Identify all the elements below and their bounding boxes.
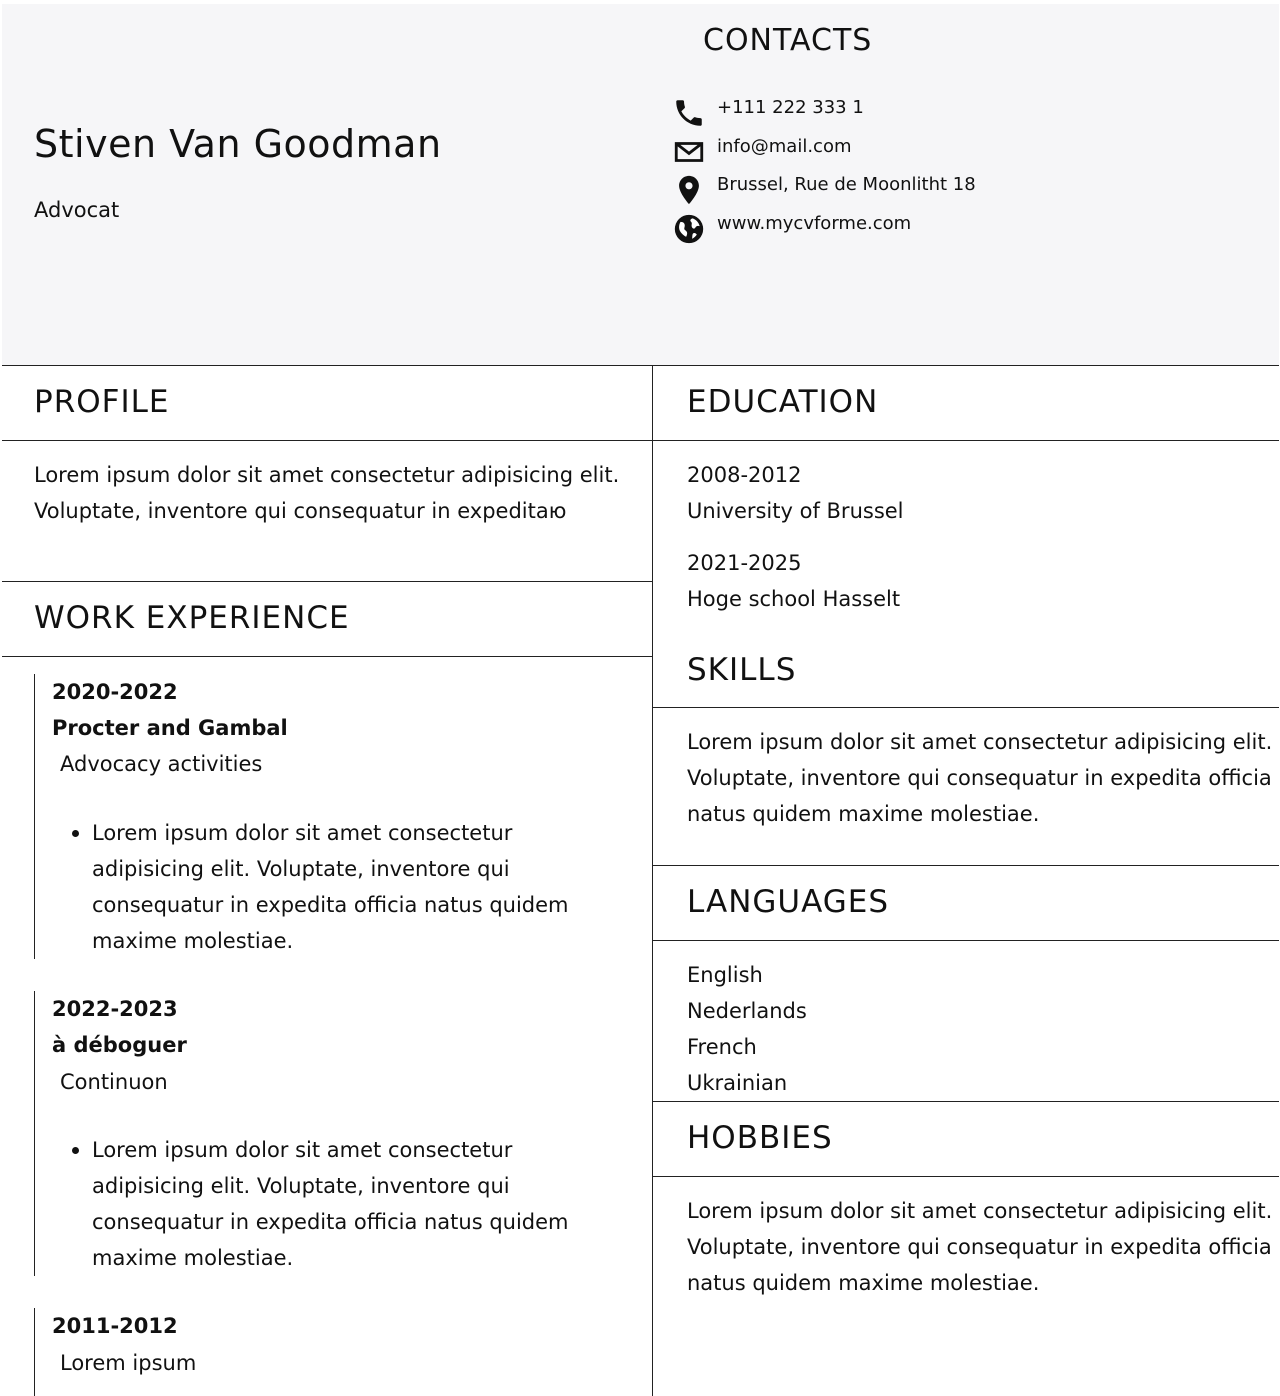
languages-heading: LANGUAGES [687,884,890,920]
job-entry [34,991,625,1276]
language-item: French [687,1035,757,1059]
job-company: Procter and Gambal [52,716,288,740]
cv-header [2,4,1279,366]
contact-phone[interactable] [672,96,1092,130]
contact-email[interactable] [672,135,1092,169]
divider [2,656,653,657]
contacts-heading: CONTACTS [703,23,873,58]
job-title: Lorem ipsum [60,1351,197,1375]
job-description [92,815,622,959]
person-name: Stiven Van Goodman [34,122,442,166]
education-school: Hoge school Hasselt [687,587,901,611]
cv-page [2,4,1279,1396]
divider [2,581,653,582]
divider [653,865,1279,866]
bullet-dot [72,830,79,837]
job-date: 2022-2023 [52,997,178,1021]
divider [653,707,1279,708]
profile-heading: PROFILE [34,384,170,420]
divider [653,1101,1279,1102]
education-years: 2008-2012 [687,463,802,487]
job-entry [34,674,625,959]
column-divider [652,365,653,1396]
contact-address[interactable] [672,173,1092,207]
contact-website[interactable] [672,212,1092,246]
skills-heading: SKILLS [687,652,797,688]
mail-icon [672,135,706,169]
job-entry [34,1308,625,1396]
job-date: 2011-2012 [52,1314,178,1338]
hobbies-text: Lorem ipsum dolor sit amet consectetur adipisicing elit. Voluptate, inventore qui consequatur in expedita officia natus quidem maxime molestiae. [687,1199,1273,1295]
job-date: 2020-2022 [52,680,178,704]
education-years: 2021-2025 [687,551,802,575]
job-description-text: Lorem ipsum dolor sit amet consectetur adipisicing elit. Voluptate, inventore qui consequatur in expedita officia natus quidem maxime molestiae. [92,1138,569,1270]
education-school: University of Brussel [687,499,904,523]
language-item: English [687,963,763,987]
job-company: à déboguer [52,1033,187,1057]
divider [653,1176,1279,1177]
globe-icon [672,212,706,246]
divider [653,940,1279,941]
phone-icon [672,96,706,130]
job-description [92,1132,622,1276]
job-title: Advocacy activities [60,752,263,776]
divider [653,440,1279,441]
profile-text: Lorem ipsum dolor sit amet consectetur adipisicing elit. Voluptate, inventore qui consequatur in expeditaю [34,463,620,523]
hobbies-heading: HOBBIES [687,1120,833,1156]
person-role: Advocat [34,198,120,222]
contact-email-text: info@mail.com [717,136,852,157]
education-heading: EDUCATION [687,384,879,420]
job-description-text: Lorem ipsum dolor sit amet consectetur adipisicing elit. Voluptate, inventore qui consequatur in expedita officia natus quidem maxime molestiae. [92,821,569,953]
language-item: Nederlands [687,999,807,1023]
divider [2,440,653,441]
bullet-dot [72,1147,79,1154]
contact-address-text: Brussel, Rue de Moonlitht 18 [717,174,976,195]
language-item: Ukrainian [687,1071,788,1095]
job-title: Continuon [60,1070,168,1094]
skills-text: Lorem ipsum dolor sit amet consectetur adipisicing elit. Voluptate, inventore qui consequatur in expedita officia natus quidem maxime molestiae. [687,730,1273,826]
work-experience-heading: WORK EXPERIENCE [34,600,350,636]
contact-phone-text: +111 222 333 1 [717,97,864,118]
contact-website-text: www.mycvforme.com [717,213,912,234]
location-pin-icon [672,173,706,207]
